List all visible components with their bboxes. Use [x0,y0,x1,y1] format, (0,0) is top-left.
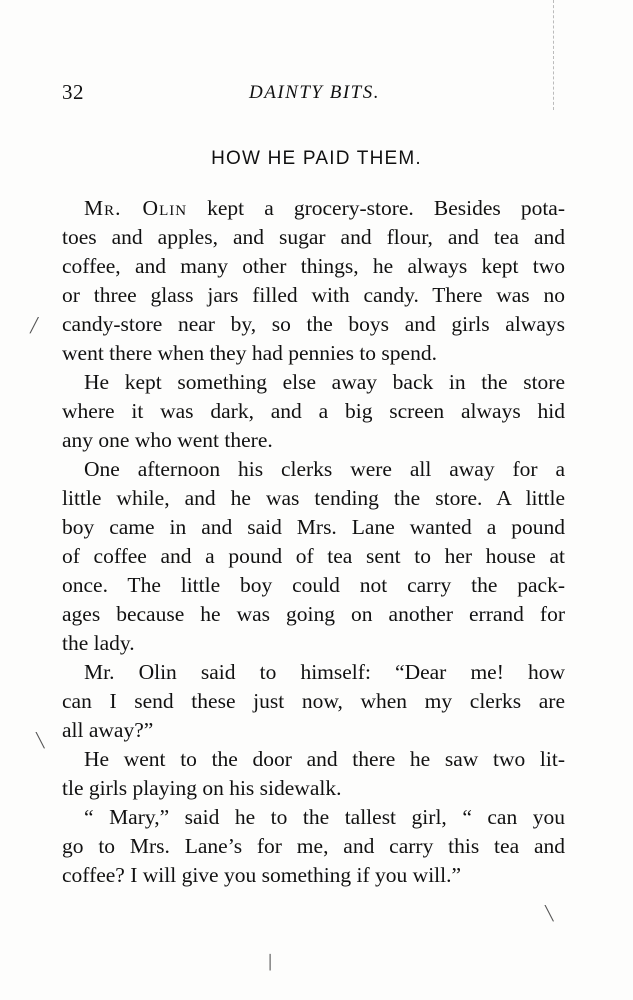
text-line: He kept something else away back in the store [84,370,565,394]
paragraph [62,658,565,745]
small-caps-name: Mr. Olin [84,196,188,220]
text-line: candy-store near by, so the boys and girls always [62,312,565,336]
page-header [62,80,567,110]
body-text [62,194,565,890]
text-line: He went to the door and there he saw two lit- [84,747,565,771]
text-line: boy came in and said Mrs. Lane wanted a pound [62,515,565,539]
text-line: the lady. [62,631,135,655]
text-line: “ Mary,” said he to the tallest girl, “ can you [84,805,565,829]
running-head: DAINTY BITS. [249,82,380,103]
text-line: Mr. Olin said to himself: “Dear me! how [84,660,565,684]
margin-tick-mark: ╱ [30,318,39,334]
chapter-title: HOW HE PAID THEM. [211,148,422,169]
text-line: can I send these just now, when my clerks are [62,689,565,713]
text-line: One afternoon his clerks were all away for a [84,457,565,481]
margin-tick-mark: │ [266,955,275,971]
text-line: ages because he was going on another errand for [62,602,565,626]
text-line: all away?” [62,718,154,742]
text-line: any one who went there. [62,428,273,452]
text-line: of coffee and a pound of tea sent to her house at [62,544,565,568]
page-number: 32 [62,80,84,104]
text-line: Mr. Olin kept a grocery-store. Besides pota- [84,196,565,220]
paragraph [62,368,565,455]
text-line: where it was dark, and a big screen always hid [62,399,565,423]
paragraph [62,745,565,803]
text-line: tle girls playing on his sidewalk. [62,776,342,800]
text-line: toes and apples, and sugar and flour, and tea and [62,225,565,249]
text-line: coffee? I will give you something if you will.” [62,863,462,887]
text-line: coffee, and many other things, he always kept two [62,254,565,278]
margin-tick-mark: ╲ [545,906,554,922]
text-line: once. The little boy could not carry the pack- [62,573,565,597]
text-line: little while, and he was tending the store. A little [62,486,565,510]
paragraph [62,803,565,890]
text-line: go to Mrs. Lane’s for me, and carry this tea and [62,834,565,858]
paragraph [62,194,565,368]
text-line: went there when they had pennies to spend. [62,341,437,365]
text-line: or three glass jars filled with candy. There was no [62,283,565,307]
paragraph [62,455,565,658]
margin-tick-mark: ╲ [36,733,45,749]
